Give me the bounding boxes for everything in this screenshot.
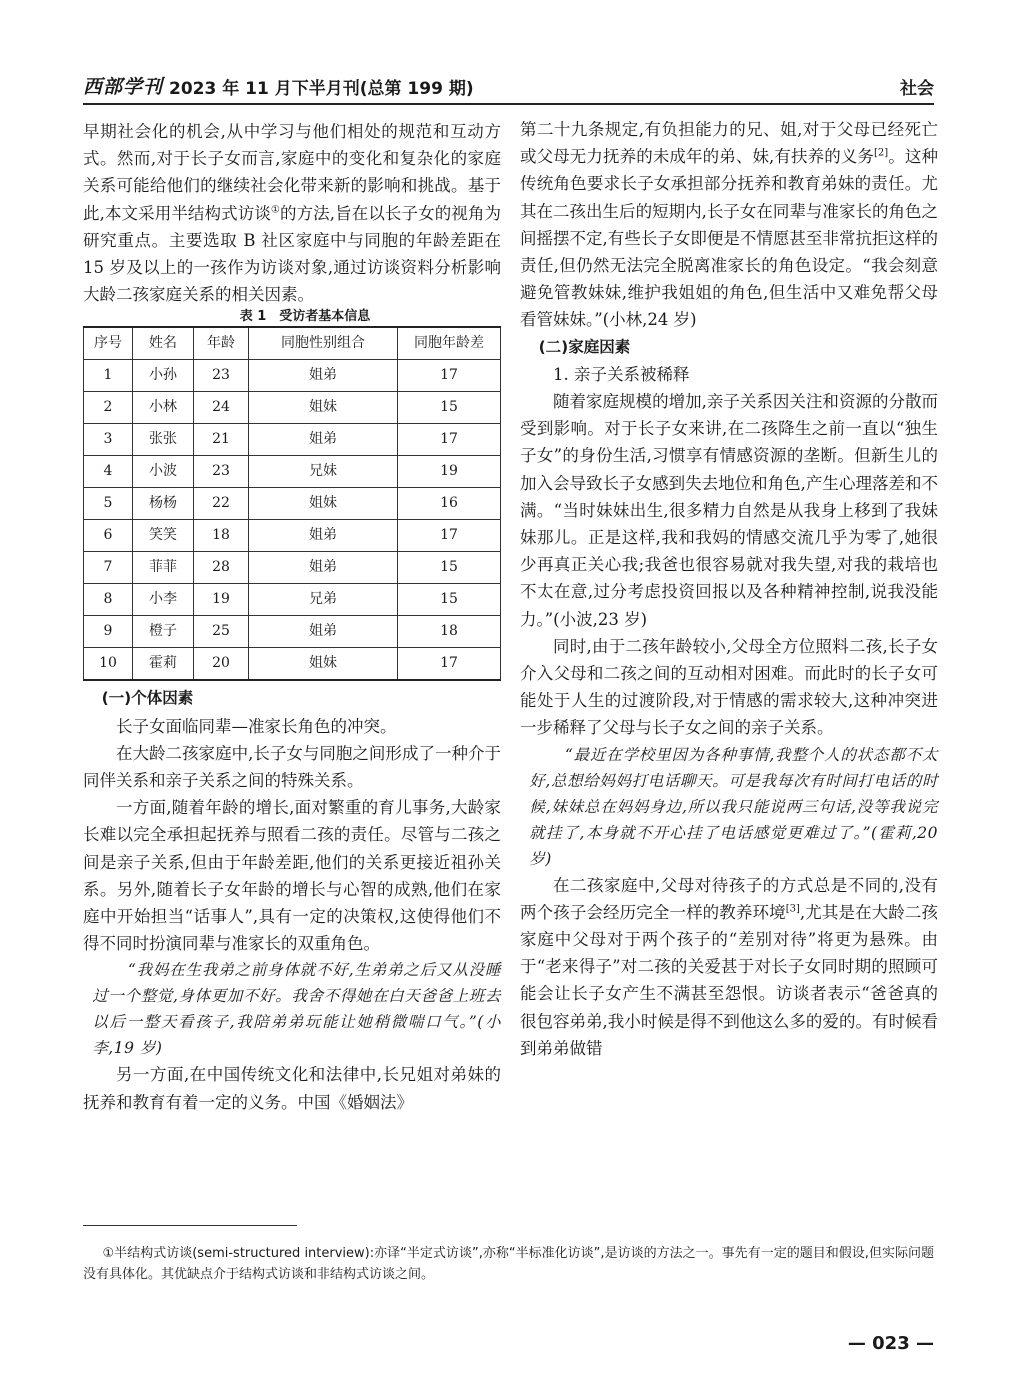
table-row	[84, 552, 501, 584]
table-cell: 小李	[133, 584, 194, 616]
paragraph: 第二十九条规定,有负担能力的兄、姐,对于父母已经死亡或父母无力抚养的未成年的弟、妹,有扶养的义务[2]。这种传统角色要求长子女承担部分抚养和教育弟妹的责任。尤其在二孩出生后的短期内,长子女在同辈与准家长的角色之间摇摆不定,有些长子女即便是不情愿甚至非常抗拒这样的责任,但仍然无法完全脱离准家长的角色设定。“我会刻意避免管教妹妹,维护我姐姐的角色,但生活中又难免帮父母看管妹妹。”(小林,24 岁)	[520, 120, 938, 330]
table-row	[84, 648, 501, 681]
table-cell: 3	[84, 424, 133, 456]
table-cell: 姐弟	[249, 424, 398, 456]
table-cell: 18	[398, 616, 501, 648]
table-cell: 15	[398, 392, 501, 424]
header-cell: 同胞性别组合	[249, 327, 398, 360]
table-cell: 姐弟	[249, 616, 398, 648]
citation-ref[interactable]: [2]	[874, 147, 889, 159]
table-cell: 姐弟	[249, 360, 398, 392]
table-cell: 7	[84, 552, 133, 584]
table-cell: 菲菲	[133, 552, 194, 584]
table-cell: 橙子	[133, 616, 194, 648]
interview-quote: “最近在学校里因为各种事情,我整个人的状态都不太好,总想给妈妈打电话聊天。可是我每次有时间打电话的时候,妹妹总在妈妈身边,所以我只能说两三句话,没等我说完就挂了,本身就不开心挂了电话感觉更难过了。”(霍莉,20 岁)	[529, 745, 938, 868]
table-cell: 2	[84, 392, 133, 424]
table-cell: 张张	[133, 424, 194, 456]
interview-quote: “我妈在生我弟之前身体就不好,生弟弟之后又从没睡过一个整觉,身体更加不好。我舍不得她在白天爸爸上班去以后一整天看孩子,我陪弟弟玩能让她稍微喘口气。”(小李,19 岁)	[92, 961, 501, 1058]
paragraph: 另一方面,在中国传统文化和法律中,长兄姐对弟妹的抚养和教育有着一定的义务。中国《婚姻法》	[83, 1065, 501, 1112]
table-cell: 24	[194, 392, 249, 424]
journal-logo: 西部学刊	[83, 76, 164, 98]
right-column	[520, 116, 938, 1062]
section-heading: (二)家庭因素	[538, 337, 631, 356]
table-cell: 21	[194, 424, 249, 456]
table-cell: 姐弟	[249, 552, 398, 584]
table-row	[84, 488, 501, 520]
paragraph: 一方面,随着年龄的增长,面对繁重的育儿事务,大龄家长难以完全承担起抚养与照看二孩的责任。尽管与二孩之间是亲子关系,但由于年龄差距,他们的关系更接近祖孙关系。另外,随着长子女年龄的增长与心智的成熟,他们在家庭中开始担当“话事人”,具有一定的决策权,这使得他们不得不同时扮演同辈与准家长的双重角色。	[83, 798, 501, 954]
table-cell: 姐妹	[249, 488, 398, 520]
table-cell: 19	[194, 584, 249, 616]
paragraph: 在二孩家庭中,父母对待孩子的方式总是不同的,没有两个孩子会经历完全一样的教养环境[3],尤其是在大龄二孩家庭中父母对于两个孩子的“差别对待”将更为悬殊。由于“老来得子”对二孩的关爱甚于对长子女同时期的照顾可能会让长子女产生不满甚至怨恨。访谈者表示“爸爸真的很包容弟弟,我小时候是得不到他这么多的爱的。有时候看到弟弟做错	[520, 875, 938, 1058]
subsection-title: 1. 亲子关系被稀释	[553, 364, 690, 384]
section-heading: (一)个体因素	[101, 689, 194, 708]
footnote-divider	[83, 1225, 297, 1226]
table-row	[84, 584, 501, 616]
table-cell: 姐弟	[249, 520, 398, 552]
header-cell: 年龄	[194, 327, 249, 360]
table-cell: 17	[398, 520, 501, 552]
table-cell: 6	[84, 520, 133, 552]
subsection-title: 长子女面临同辈—准家长角色的冲突。	[116, 716, 397, 736]
header-divider	[83, 103, 934, 105]
table-cell: 9	[84, 616, 133, 648]
table-cell: 小林	[133, 392, 194, 424]
table-row	[84, 392, 501, 424]
paragraph: 早期社会化的机会,从中学习与他们相处的规范和互动方式。然而,对于长子女而言,家庭中的变化和复杂化的家庭关系可能给他们的继续社会化带来新的影响和挑战。基于此,本文采用半结构式访谈①的方法,旨在以长子女的视角为研究重点。主要选取 B 社区家庭中与同胞的年龄差距在 15 岁及以上的一孩作为访谈对象,通过访谈资料分析影响大龄二孩家庭关系的相关因素。	[83, 122, 501, 305]
table-cell: 兄弟	[249, 584, 398, 616]
table-cell: 姐妹	[249, 392, 398, 424]
table-cell: 16	[398, 488, 501, 520]
table-cell: 19	[398, 456, 501, 488]
table-cell: 兄妹	[249, 456, 398, 488]
section-name: 社会	[900, 79, 934, 99]
table-cell: 4	[84, 456, 133, 488]
table-cell: 5	[84, 488, 133, 520]
table-cell: 姐妹	[249, 648, 398, 681]
table-row	[84, 520, 501, 552]
table-cell: 18	[194, 520, 249, 552]
footnote	[83, 1243, 934, 1285]
table-row	[84, 424, 501, 456]
table-cell: 霍莉	[133, 648, 194, 681]
table-row	[84, 456, 501, 488]
footnote-text: ①半结构式访谈(semi-structured interview):亦译“半定式访谈”,亦称“半标准化访谈”,是访谈的方法之一。事先有一定的题目和假设,但实际问题没有具体化。其优缺点介于结构式访谈和非结构式访谈之间。	[83, 1246, 934, 1282]
table-cell: 小波	[133, 456, 194, 488]
table-cell: 28	[194, 552, 249, 584]
paragraph: 随着家庭规模的增加,亲子关系因关注和资源的分散而受到影响。对于长子女来讲,在二孩降生之前一直以“独生子女”的身份生活,习惯享有情感资源的垄断。但新生儿的加入会导致长子女感到失去地位和角色,产生心理落差和不满。“当时妹妹出生,很多精力自然是从我身上移到了我妹妹那儿。正是这样,我和我妈的情感交流几乎为零了,她很少再真正关心我;我爸也很容易就对我失望,对我的栽培也不太在意,过分考虑投资回报以及各种精神控制,说我没能力。”(小波,23 岁)	[520, 392, 938, 629]
interviewee-table	[83, 326, 501, 681]
table-cell: 23	[194, 360, 249, 392]
table-cell: 小孙	[133, 360, 194, 392]
table-cell: 23	[194, 456, 249, 488]
header-cell: 同胞年龄差	[398, 327, 501, 360]
table-cell: 25	[194, 616, 249, 648]
table-cell: 8	[84, 584, 133, 616]
table-row	[84, 360, 501, 392]
table-cell: 17	[398, 360, 501, 392]
table-caption: 表 1 受访者基本信息	[239, 309, 371, 325]
table-cell: 20	[194, 648, 249, 681]
table-cell: 笑笑	[133, 520, 194, 552]
page-header	[83, 70, 934, 104]
table-row	[84, 616, 501, 648]
paragraph: 同时,由于二孩年龄较小,父母全方位照料二孩,长子女介入父母和二孩之间的互动相对困难。而此时的长子女可能处于人生的过渡阶段,对于情感的需求较大,这种冲突进一步稀释了父母与长子女之间的亲子关系。	[520, 636, 938, 738]
table-cell: 17	[398, 424, 501, 456]
table-cell: 1	[84, 360, 133, 392]
page-number: — 023 —	[847, 1333, 934, 1354]
table-cell: 15	[398, 584, 501, 616]
table-cell: 22	[194, 488, 249, 520]
journal-issue: 2023 年 11 月下半月刊(总第 199 期)	[169, 79, 474, 99]
citation-ref[interactable]: [3]	[785, 903, 800, 915]
table-cell: 17	[398, 648, 501, 681]
header-cell: 序号	[84, 327, 133, 360]
footnote-marker[interactable]: ①	[270, 204, 280, 216]
table-cell: 15	[398, 552, 501, 584]
table-header-row	[84, 327, 501, 360]
table-cell: 杨杨	[133, 488, 194, 520]
table-cell: 10	[84, 648, 133, 681]
header-cell: 姓名	[133, 327, 194, 360]
paragraph: 在大龄二孩家庭中,长子女与同胞之间形成了一种介于同伴关系和亲子关系之间的特殊关系。	[83, 743, 501, 791]
left-column	[83, 118, 501, 1116]
